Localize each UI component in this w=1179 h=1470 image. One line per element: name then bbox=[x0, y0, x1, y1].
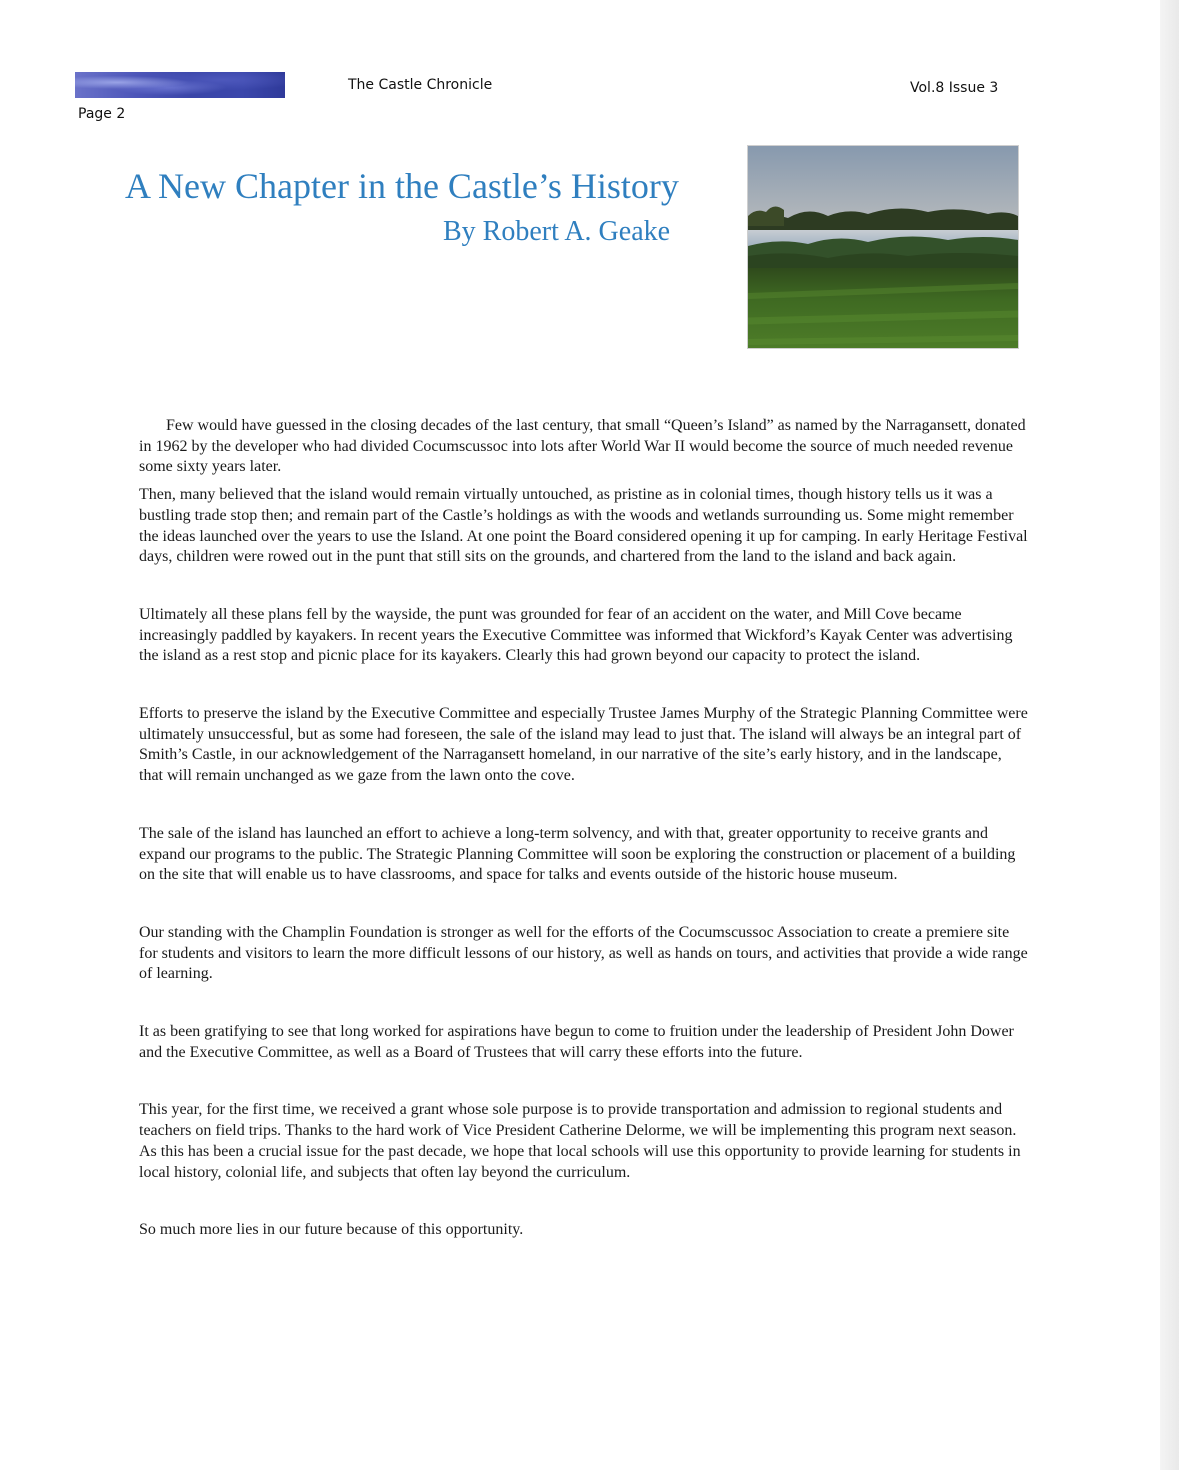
page-edge-shadow bbox=[1160, 0, 1179, 1470]
article-paragraph: It as been gratifying to see that long worked for aspirations have begun to come to fruition under the leadership of President John Dower and the Executive Committee, as well as a Board of Trustees that will carry these efforts into the future. bbox=[139, 1023, 1014, 1061]
article-paragraph: Efforts to preserve the island by the Executive Committee and especially Trustee James Murphy of the Strategic Planning Committee were ultimately unsuccessful, but as some had foreseen, the sale of the island may lead to just that. The island will always be an integral part of Smith’s Castle, in our acknowledgement of the Narragansett homeland, in our narrative of the site’s early history, and in the landscape, that will remain unchanged as we gaze from the lawn onto the cove. bbox=[139, 705, 1028, 785]
article-paragraph: The sale of the island has launched an effort to achieve a long-term solvency, and with that, greater opportunity to receive grants and expand our programs to the public. The Strategic Planning Committee will soon be exploring the construction or placement of a building on the site that will enable us to have classrooms, and space for talks and events outside of the historic house museum. bbox=[139, 824, 1016, 884]
article-paragraph: Few would have guessed in the closing decades of the last century, that small “Queen’s Island” as named by the Narragansett, donated in 1962 by the developer who had divided Cocumscussoc into lots after World War II would become the source of much needed revenue some sixty years later. bbox=[139, 417, 1026, 476]
masthead-banner-image bbox=[75, 72, 285, 98]
article-paragraph: Our standing with the Champlin Foundation is stronger as well for the efforts of the Cocumscussoc Association to create a premiere site for students and visitors to learn the more difficult lessons of our history, as well as hands on tours, and activities that provide a wide range of learning. bbox=[139, 923, 1028, 983]
article-paragraph: So much more lies in our future because of this opportunity. bbox=[139, 1221, 524, 1239]
landscape-photo bbox=[747, 145, 1019, 349]
article-paragraph: This year, for the first time, we received a grant whose sole purpose is to provide transportation and admission to regional students and teachers on field trips. Thanks to the hard work of Vice President Catherine Delorme, we will be implementing this program next season. As this has been a crucial issue for the past decade, we hope that local schools will use this opportunity to provide learning for students in local history, colonial life, and subjects that often lay beyond the curriculum. bbox=[139, 1101, 1021, 1181]
article-paragraph: Then, many believed that the island would remain virtually untouched, as pristine as in colonial times, though history tells us it was a bustling trade stop then; and remain part of the Castle’s holdings as with the woods and wetlands surrounding us. Some might remember the ideas launched over the years to use the Island. At one point the Board considered opening it up for camping. In early Heritage Festival days, children were rowed out in the punt that still sits on the grounds, and chartered from the land to the island and back again. bbox=[139, 486, 1028, 566]
article-headline: A New Chapter in the Castle’s History bbox=[125, 166, 679, 206]
volume-issue-label: Vol.8 Issue 3 bbox=[910, 80, 999, 96]
article-byline: By Robert A. Geake bbox=[443, 216, 671, 247]
newsletter-title: The Castle Chronicle bbox=[348, 77, 493, 93]
article-paragraph: Ultimately all these plans fell by the wayside, the punt was grounded for fear of an accident on the water, and Mill Cove became increasingly paddled by kayakers. In recent years the Executive Committee was informed that Wickford’s Kayak Center was advertising the island as a rest stop and picnic place for its kayakers. Clearly this had grown beyond our capacity to protect the island. bbox=[139, 605, 1013, 665]
page-number-label: Page 2 bbox=[78, 106, 126, 122]
article-body bbox=[139, 416, 1029, 1241]
